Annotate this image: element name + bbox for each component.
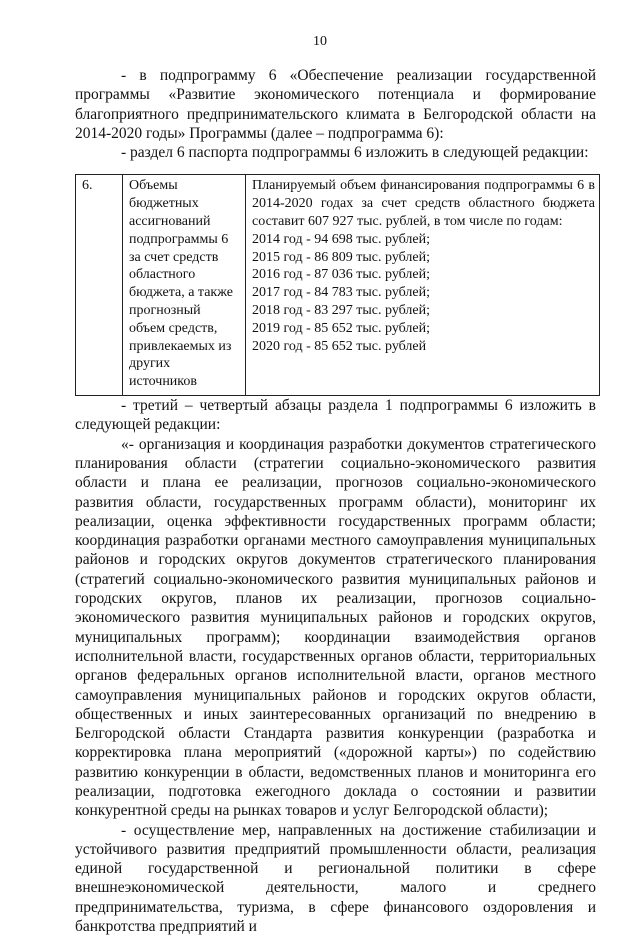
label-line: подпрограммы 6 bbox=[129, 231, 229, 247]
label-line: Объемы bbox=[129, 178, 178, 194]
intro-paragraph-2: - раздел 6 паспорта подпрограммы 6 изложить в следующей редакции: bbox=[121, 144, 589, 162]
body-paragraph-3: - третий – четвертый абзацы раздела 1 подпрограммы 6 изложить в следующей редакции: bbox=[75, 397, 596, 434]
label-line: бюджета, а также bbox=[129, 285, 233, 301]
year-line: 2016 год - 87 036 тыс. рублей; bbox=[252, 267, 431, 283]
financing-summary: Планируемый объем финансирования подпрограммы 6 в 2014-2020 годах за счет средств областного бюджета составит 607 927 тыс. рублей, в том числе по годам: bbox=[252, 178, 595, 230]
label-line: прогнозный bbox=[129, 303, 201, 319]
year-line: 2017 год - 84 783 тыс. рублей; bbox=[252, 285, 431, 301]
year-line: 2014 год - 94 698 тыс. рублей; bbox=[252, 231, 431, 247]
table-row bbox=[76, 175, 600, 396]
label-line: привлекаемых из bbox=[129, 338, 232, 354]
label-line: за счет средств bbox=[129, 249, 219, 265]
label-line: бюджетных bbox=[129, 196, 199, 212]
passport-table bbox=[75, 174, 600, 396]
label-line: областного bbox=[129, 267, 196, 283]
year-line: 2015 год - 86 809 тыс. рублей; bbox=[252, 249, 431, 265]
label-line: объем средств, bbox=[129, 320, 218, 336]
year-line: 2018 год - 83 297 тыс. рублей; bbox=[252, 303, 431, 319]
row-description-cell bbox=[246, 175, 600, 396]
row-number-cell: 6. bbox=[76, 175, 123, 396]
intro-paragraph-1: - в подпрограмму 6 «Обеспечение реализации государственной программы «Развитие экономического потенциала и формирование благоприятного предпринимательского климата в Белгородской области на 2014-2020 годы» Программы (далее – подпрограмма 6): bbox=[75, 67, 596, 142]
year-line: 2019 год - 85 652 тыс. рублей; bbox=[252, 320, 431, 336]
body-paragraph-4: «- организация и координация разработки документов стратегического планирования области (стратегии социально-экономического развития области и плана ее реализации, прогнозов социально-экономического развития области, государственных программ области), мониторинг их реализации, оценка эффективности государственных программ области; координация разработки органами местного самоуправления муниципальных районов и городских округов документов стратегического планирования (стратегий социально-экономического развития муниципальных районов и городских округов, планов их реализации, прогнозов социально-экономического развития муниципальных районов и городских округов, муниципальных программ); координации взаимодействия органов исполнительной власти, государственных органов области, территориальных органов федеральных органов исполнительной власти, органов местного самоуправления муниципальных районов и городских округов области, общественных и иных заинтересованных организаций по внедрению в Белгородской области Стандарта развития конкуренции (разработка и корректировка плана мероприятий («дорожной карты») по содействию развитию конкуренции в области, ведомственных планов и мониторинга его реализации, подготовка ежегодного доклада о состоянии и развитии конкурентной среды на рынках товаров и услуг Белгородской области); bbox=[75, 435, 596, 820]
row-label-cell bbox=[123, 175, 246, 396]
label-line: других bbox=[129, 356, 171, 372]
label-line: источников bbox=[129, 374, 198, 390]
page-number: 10 bbox=[313, 34, 327, 49]
label-line: ассигнований bbox=[129, 214, 211, 230]
body-paragraph-5: - осуществление мер, направленных на достижение стабилизации и устойчивого развития предприятий промышленности области, реализация единой государственной и региональной политики в сфере внешнеэкономической деятельности, малого и среднего предпринимательства, туризма, в сфере финансового оздоровления и банкротства предприятий и bbox=[75, 821, 596, 936]
year-line: 2020 год - 85 652 тыс. рублей bbox=[252, 338, 427, 354]
document-body bbox=[75, 66, 596, 936]
